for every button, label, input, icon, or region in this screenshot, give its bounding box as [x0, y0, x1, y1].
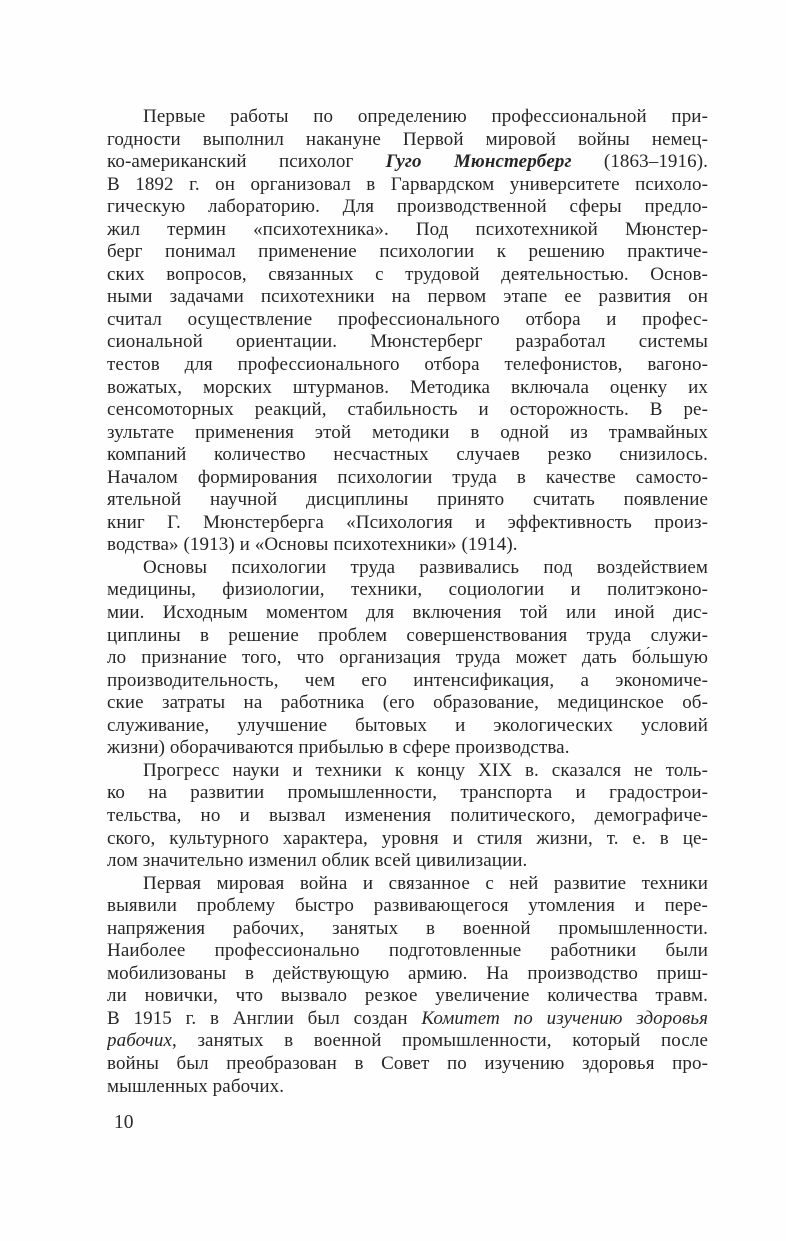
text-line [107, 670, 708, 693]
text-line [107, 1076, 708, 1099]
text-run: мии. Исходным моментом для включения той или иной дис- [107, 602, 708, 624]
text-line [107, 129, 708, 152]
text-run: берг понимал применение психологии к решению практиче- [107, 241, 708, 263]
text-line [107, 151, 708, 174]
text-run: Началом формирования психологии труда в качестве самосто- [107, 466, 708, 488]
text-run: ских вопросов, связанных с трудовой деятельностью. Основ- [107, 263, 708, 285]
text-run: считал осуществление профессионального отбора и профес- [107, 308, 708, 330]
text-run: производительность, чем его интенсификация, а экономиче- [107, 669, 708, 691]
text-line [107, 692, 708, 715]
text-run: В 1892 г. он организовал в Гарвардском университете психоло- [107, 173, 708, 195]
text-run: , занятых в военной промышленности, который после [172, 1030, 708, 1052]
page-number: 10 [114, 1112, 134, 1133]
text-line [107, 264, 708, 287]
text-line [107, 241, 708, 264]
text-run: сиональной ориентации. Мюнстерберг разработал системы [107, 331, 708, 353]
text-run: водства» (1913) и «Основы психотехники» (1914). [107, 534, 518, 556]
text-run: вожатых, морских штурманов. Методика включала оценку их [107, 376, 708, 398]
text-run: гическую лабораторию. Для производственной сферы предло- [107, 196, 708, 218]
text-line [107, 805, 708, 828]
text-line [107, 286, 708, 309]
text-line [107, 354, 708, 377]
text-line [107, 174, 708, 197]
text-line [107, 850, 708, 873]
text-run: лом значительно изменил облик всей цивилизации. [107, 850, 528, 872]
text-run: тестов для профессионального отбора телефонистов, вагоно- [107, 354, 708, 376]
text-line [107, 737, 708, 760]
text-line [107, 444, 708, 467]
text-run: ными задачами психотехники на первом этапе ее развития он [107, 286, 708, 308]
text-line [107, 782, 708, 805]
text-run: компаний количество несчастных случаев резко снизилось. [107, 444, 708, 466]
text-line [107, 647, 708, 670]
text-line [107, 489, 708, 512]
text-line [107, 106, 708, 129]
text-line [107, 895, 708, 918]
text-run: В 1915 г. в Англии был создан [107, 1007, 422, 1029]
page-text [107, 106, 708, 1098]
text-run: ко на развитии промышленности, транспорта и градострои- [107, 782, 708, 804]
text-line [107, 715, 708, 738]
italic-run: рабочих [107, 1030, 173, 1052]
text-run: ятельной научной дисциплины принято считать появление [107, 489, 708, 511]
text-run: циплины в решение проблем совершенствования труда служи- [107, 624, 708, 646]
text-run: выявили проблему быстро развивающегося утомления и пере- [107, 895, 708, 917]
text-run: мышленных рабочих. [107, 1075, 285, 1097]
text-run: ли новички, что вызвало резкое увеличение количества травм. [107, 985, 708, 1007]
text-line [107, 331, 708, 354]
text-run: ло признание того, что организация труда может дать бо́льшую [107, 647, 708, 669]
text-run: годности выполнил накануне Первой мировой войны немец- [107, 128, 708, 150]
text-run: тельства, но и вызвал изменения политического, демографиче- [107, 804, 708, 826]
text-line [107, 828, 708, 851]
text-line [107, 219, 708, 242]
text-run: ко-американский психолог [107, 151, 386, 173]
text-line [107, 557, 708, 580]
text-run: зультате применения этой методики в одной из трамвайных [107, 421, 708, 443]
text-line [107, 760, 708, 783]
text-run: сенсомоторных реакций, стабильность и осторожность. В ре- [107, 399, 708, 421]
text-line [107, 918, 708, 941]
paragraph [107, 760, 708, 873]
text-run: напряжения рабочих, занятых в военной промышленности. [107, 917, 708, 939]
text-line [107, 1030, 708, 1053]
bold-italic-run: Гуго Мюнстерберг [385, 151, 572, 173]
text-line [107, 963, 708, 986]
text-line [107, 579, 708, 602]
text-line [107, 940, 708, 963]
text-line [107, 309, 708, 332]
text-line [107, 534, 708, 557]
text-line [107, 873, 708, 896]
text-run: Наиболее профессионально подготовленные работники были [107, 940, 708, 962]
text-run: жизни) оборачиваются прибылью в сфере производства. [107, 737, 570, 759]
text-run: медицины, физиологии, техники, социологии и политэконо- [107, 579, 708, 601]
paragraph [107, 106, 708, 557]
text-run: ского, культурного характера, уровня и стиля жизни, т. е. в це- [107, 827, 708, 849]
text-line [107, 399, 708, 422]
text-line [107, 1053, 708, 1076]
text-line [107, 512, 708, 535]
text-run: служивание, улучшение бытовых и экологических условий [107, 714, 708, 736]
text-run: жил термин «психотехника». Под психотехникой Мюнстер- [107, 218, 708, 240]
text-line [107, 422, 708, 445]
text-line [107, 196, 708, 219]
text-line [107, 1008, 708, 1031]
text-run: Прогресс науки и техники к концу XIX в. сказался не толь- [143, 759, 708, 781]
text-run: ские затраты на работника (его образование, медицинское об- [107, 692, 708, 714]
text-line [107, 602, 708, 625]
text-run: войны был преобразован в Совет по изучению здоровья про- [107, 1052, 708, 1074]
text-line [107, 377, 708, 400]
text-run: мобилизованы в действующую армию. На производство приш- [107, 962, 708, 984]
italic-run: Комитет по изучению здоровья [421, 1007, 708, 1029]
text-run: Первые работы по определению профессиональной при- [143, 106, 708, 127]
paragraph [107, 873, 708, 1098]
text-line [107, 467, 708, 490]
text-line [107, 625, 708, 648]
text-run: Первая мировая война и связанное с ней развитие техники [143, 872, 708, 894]
text-run: Основы психологии труда развивались под воздействием [143, 556, 708, 578]
paragraph [107, 557, 708, 760]
text-run: (1863–1916). [571, 151, 708, 173]
text-run: книг Г. Мюнстерберга «Психология и эффективность произ- [107, 511, 708, 533]
text-line [107, 985, 708, 1008]
